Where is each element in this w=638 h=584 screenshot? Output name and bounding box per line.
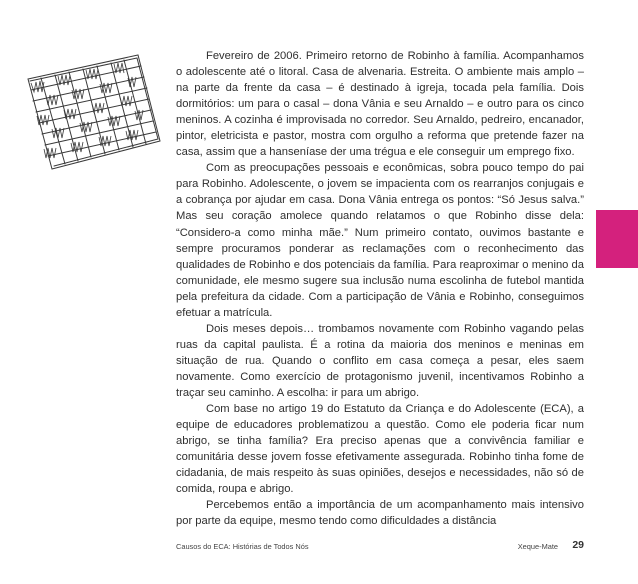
body-text [176,48,584,529]
paragraph: Dois meses depois… trombamos novamente com Robinho vagando pelas ruas da capital paulista. É a rotina da maioria dos meninos e meninas em situação de rua. Quando o conflito em casa começa a pesar, eles saem novamente. Como exercício de protagonismo juvenil, incentivamos Robinho a traçar seu caminho. A escolha: ir para um abrigo. [176,322,584,399]
page-footer [176,540,584,554]
paragraph: Percebemos então a importância de um acompanhamento mais intensivo por parte da equipe, mesmo tendo como dificuldades a distância [176,499,584,528]
footer-book-title: Causos do ECA: Histórias de Todos Nós [176,542,309,551]
section-color-tab [596,210,638,268]
paragraph: Com base no artigo 19 do Estatuto da Criança e do Adolescente (ECA), a equipe de educadores problematizou a questão. Como ele poderia ficar num abrigo, se tinha família? Era preciso apenas que a convivência familiar e comunitária desse jovem fosse efetivamente assegurada. Robinho tinha fome de cidadania, de mais respeito às suas opiniões, desejos e necessidades, não só de comida, roupa e abrigo. [176,403,584,496]
checkerboard-sketch-icon [22,45,167,175]
paragraph: Com as preocupações pessoais e econômicas, sobra pouco tempo do pai para Robinho. Adolescente, o jovem se impacienta com os rearranjos conjugais e a cobrança por ajudar em casa. Dona Vânia entrega os pontos: “Só Jesus salva.” Mas seu coração amolece quando relatamos o que Robinho disse dela: “Considero-a como minha mãe.” Num primeiro contato, ouvimos bastante e sempre procuramos ponderar as reclamações com o reconhecimento das qualidades de Robinho e dos potenciais da família. Para reaproximar o menino da comunidade, ele mesmo sugere sua inclusão numa escolinha de futebol mantida pela prefeitura da cidade. Com a participação de Vânia e Robinho, conseguimos efetuar a matrícula. [176,162,584,319]
paragraph: Fevereiro de 2006. Primeiro retorno de Robinho à família. Acompanhamos o adolescente até o litoral. Casa de alvenaria. Estreita. O ambiente mais amplo – na parte da frente da casa – é destinado à igreja, tocada pela família. Dois dormitórios: um para o casal – dona Vânia e seu Arnaldo – e outro para os cinco meninos. A cozinha é improvisada no corredor. Seu Arnaldo, pedreiro, encanador, pintor, eletricista e pastor, mostra com orgulho a reforma que pretende fazer na casa, assim que a hanseníase der uma trégua e ele conseguir um emprego fixo. [176,50,584,159]
page-number: 29 [572,539,584,551]
footer-chapter-title: Xeque-Mate [517,542,558,551]
